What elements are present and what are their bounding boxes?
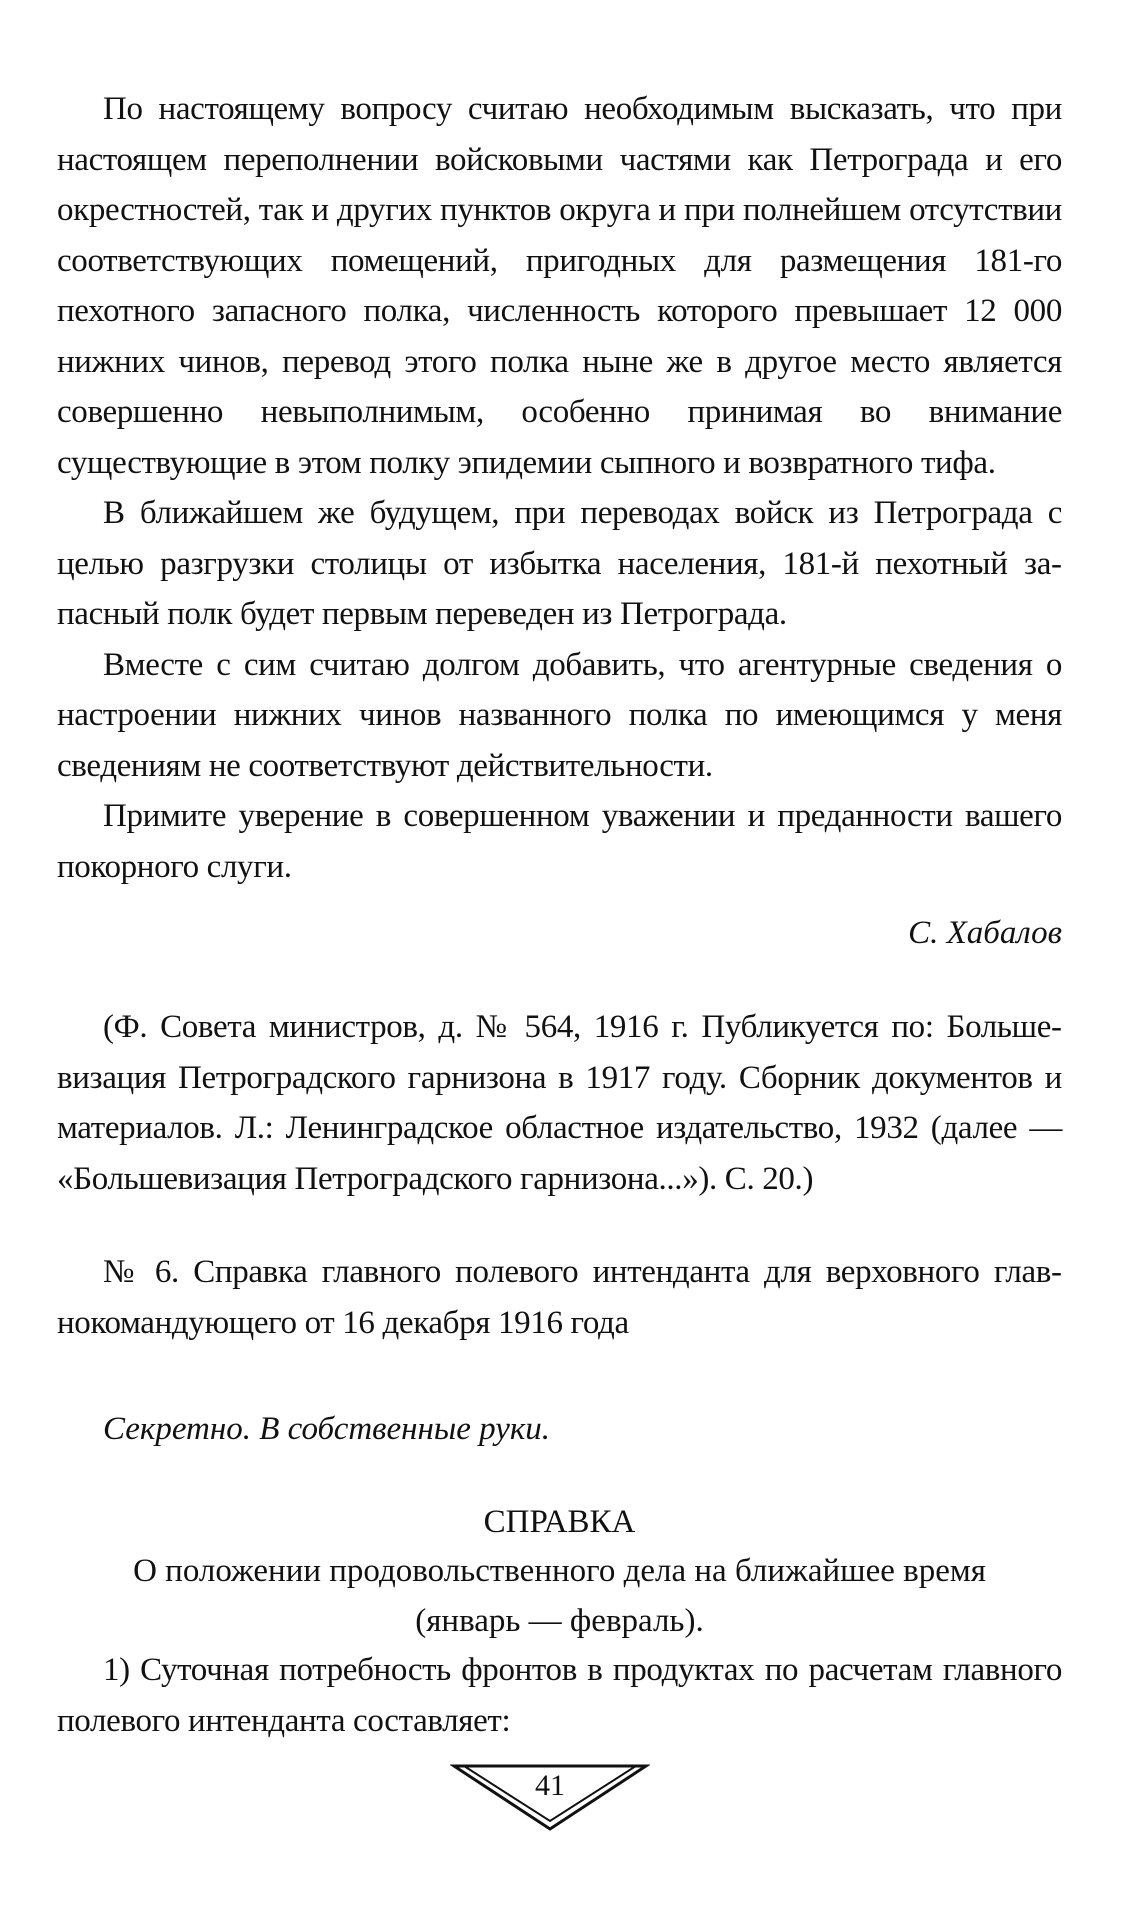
document-heading xyxy=(57,1247,1062,1348)
source-note-text: (Ф. Совета министров, д. № 564, 1916 г. Публикуется по: Большевизация Петроградского гарнизона в 1917 году. Сборник документов и материалов. Л.: Ленинградское областное издательство, 1932 (далее — «Большевизация Петроградского гарнизона...»). С. 20.) xyxy=(57,1009,1062,1197)
spravka-subtitle-line2: (январь — февраль). xyxy=(415,1603,704,1639)
letter-paragraph-1: По настоящему вопросу считаю необходимым высказать, что при настоящем переполнении войсковыми частями как Петрограда и его окрестностей, так и других пунктов округа и при полнейшем отсутствии соответствующих помещений, пригодных для размещения 181-го пехотного запасного полка, численность которого превышает 12 000 нижних чинов, перевод этого полка ныне же в другое место является совершенно невыполнимым, особенно принимая во внимание существующие в этом полку эпидемии сыпного и возвратного тифа. xyxy=(57,91,1062,481)
secret-mark: Секретно. В собственные руки. xyxy=(103,1411,551,1447)
spravka-subtitle-line1: О положении продовольственного дела на ближайшее время xyxy=(133,1553,986,1589)
source-note xyxy=(57,1002,1062,1204)
spravka-item-1 xyxy=(57,1645,1062,1746)
spravka-title: СПРАВКА xyxy=(483,1504,636,1540)
letter-paragraph-3: Вместе с сим считаю долгом добавить, что агентурные сведения о настроении нижних чинов названного полка по имеющимся у меня сведениям не соответствуют действительности. xyxy=(57,646,1062,784)
spravka-item-1-text: 1) Суточная потребность фронтов в продуктах по расчетам главного полевого интенданта составляет: xyxy=(57,1652,1062,1739)
signature: С. Хабалов xyxy=(908,915,1062,951)
page-number: 41 xyxy=(535,1769,565,1802)
letter-paragraph-2: В ближайшем же будущем, при переводах войск из Петрограда с целью разгрузки столицы от избытка населения, 181-й пехотный запасный полк будет первым переведен из Петрограда. xyxy=(57,495,1062,632)
letter-paragraph-4: Примите уверение в совершенном уважении и преданности вашего покорного слуги. xyxy=(57,798,1062,885)
document-heading-text: № 6. Справка главного полевого интенданта для верховного главнокомандующего от 16 декабря 1916 года xyxy=(57,1254,1062,1341)
page-number-badge xyxy=(450,1763,650,1833)
letter-body xyxy=(57,84,1062,892)
